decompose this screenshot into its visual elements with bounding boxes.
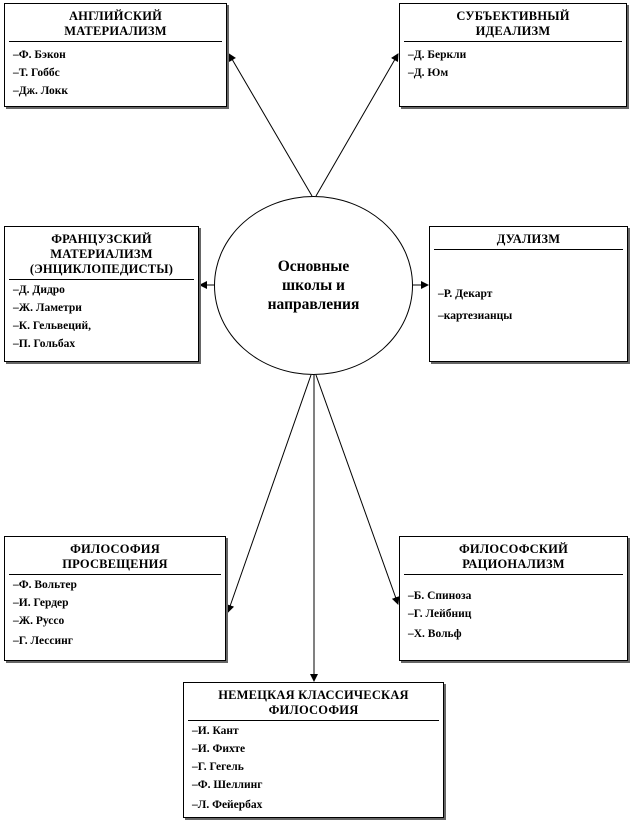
list-item: –И. Фихте: [192, 743, 246, 755]
box-title: [184, 683, 443, 718]
central-node: [214, 196, 413, 375]
list-item: –Г. Лейбниц: [408, 608, 472, 620]
box-dualism: [429, 226, 628, 362]
title-line: ФИЛОСОФСКИЙ: [458, 542, 569, 556]
title-line: РАЦИОНАЛИЗМ: [462, 557, 565, 571]
title-divider: [434, 249, 623, 250]
title-line: НЕМЕЦКАЯ КЛАССИЧЕСКАЯ: [218, 688, 409, 702]
center-line: школы и: [282, 277, 345, 294]
list-item: –Д. Беркли: [408, 49, 467, 61]
philosopher-list: [5, 46, 226, 100]
philosopher-list: [5, 576, 225, 652]
arrow-to-enlightenment: [228, 375, 311, 612]
list-item: –картезианцы: [438, 310, 513, 322]
box-english-materialism: [4, 3, 227, 107]
title-line: СУБЪЕКТИВНЫЙ: [456, 9, 570, 23]
list-item: –И. Кант: [192, 725, 239, 737]
title-divider: [9, 279, 194, 280]
philosopher-list: [400, 46, 626, 82]
list-item: –Д. Юм: [408, 67, 449, 79]
list-item: –Ф. Шеллинг: [192, 779, 263, 791]
arrow-to-rationalism: [316, 375, 398, 604]
title-line: ФИЛОСОФИЯ: [268, 703, 359, 717]
center-line: Основные: [277, 258, 350, 275]
list-item: –К. Гельвеций,: [13, 320, 91, 332]
box-enlightenment: [4, 536, 226, 661]
title-line: ИДЕАЛИЗМ: [475, 24, 551, 38]
box-subjective-idealism: [399, 3, 627, 107]
title-line: ДУАЛИЗМ: [496, 232, 561, 246]
box-title: [430, 227, 627, 247]
box-title: [5, 4, 226, 39]
title-line: МАТЕРИАЛИЗМ: [64, 24, 167, 38]
list-item: –Т. Гоббс: [13, 67, 60, 79]
philosopher-list: [184, 722, 443, 816]
arrow-to-subjective: [316, 54, 398, 196]
philosopher-list: [400, 587, 627, 645]
list-item: –Ж. Ламетри: [13, 302, 82, 314]
list-item: –П. Гольбах: [13, 338, 76, 350]
list-item: –Л. Фейербах: [192, 799, 263, 811]
box-german-classical: [183, 682, 444, 818]
box-title: [5, 227, 198, 277]
list-item: –Х. Вольф: [408, 628, 462, 640]
list-item: –Дж. Локк: [13, 85, 69, 97]
title-divider: [9, 41, 222, 42]
philosopher-list: [430, 283, 627, 327]
title-divider: [9, 574, 221, 575]
title-line: ПРОСВЕЩЕНИЯ: [62, 557, 168, 571]
arrow-to-english: [229, 54, 312, 196]
list-item: –Ж. Руссо: [13, 615, 65, 627]
title-line: (ЭНЦИКЛОПЕДИСТЫ): [29, 262, 174, 276]
title-line: ФИЛОСОФИЯ: [70, 542, 160, 556]
list-item: –Г. Гегель: [192, 761, 244, 773]
box-title: [400, 537, 627, 572]
list-item: –Г. Лессинг: [13, 635, 73, 647]
list-item: –Ф. Вольтер: [13, 579, 77, 591]
list-item: –И. Гердер: [13, 597, 69, 609]
title-line: ФРАНЦУЗСКИЙ: [51, 232, 152, 246]
box-title: [5, 537, 225, 572]
box-title: [400, 4, 626, 39]
list-item: –Д. Дидро: [13, 284, 65, 296]
list-item: –Р. Декарт: [438, 288, 493, 300]
box-rationalism: [399, 536, 628, 661]
list-item: –Ф. Бэкон: [13, 49, 66, 61]
philosopher-list: [5, 281, 198, 353]
center-line: направления: [267, 296, 360, 313]
list-item: –Б. Спиноза: [408, 590, 472, 602]
title-divider: [404, 574, 623, 575]
title-line: АНГЛИЙСКИЙ: [68, 9, 163, 23]
title-divider: [188, 720, 439, 721]
box-french-materialism: [4, 226, 199, 362]
title-line: МАТЕРИАЛИЗМ: [50, 247, 153, 261]
title-divider: [404, 41, 622, 42]
